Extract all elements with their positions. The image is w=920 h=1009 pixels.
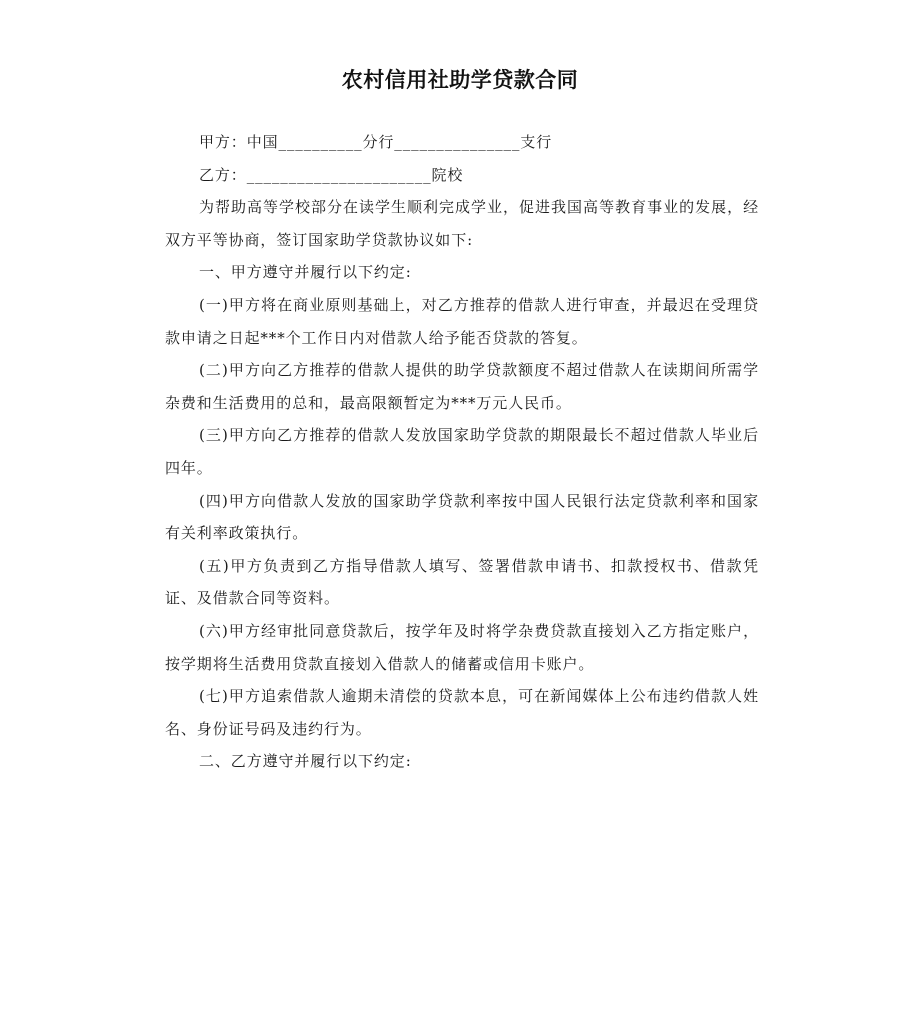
- clause-paragraph: (六)甲方经审批同意贷款后，按学年及时将学杂费贷款直接划入乙方指定账户，按学期将生活费用贷款直接划入借款人的储蓄或信用卡账户。: [165, 621, 759, 673]
- clause-paragraph: (一)甲方将在商业原则基础上，对乙方推荐的借款人进行审查，并最迟在受理贷款申请之日起***个工作日内对借款人给予能否贷款的答复。: [165, 295, 759, 347]
- party-b-line: 乙方：______________________院校: [199, 165, 464, 184]
- party-a-line: 甲方：中国__________分行_______________支行: [199, 133, 553, 151]
- section-heading-party-a: 一、甲方遵守并履行以下约定:: [199, 263, 412, 282]
- document-title: 农村信用社助学贷款合同: [341, 68, 579, 92]
- clause-paragraph: (四)甲方向借款人发放的国家助学贷款利率按中国人民银行法定贷款利率和国家有关利率政策执行。: [165, 491, 759, 543]
- clause-paragraph: (五)甲方负责到乙方指导借款人填写、签署借款申请书、扣款授权书、借款凭证、及借款合同等资料。: [165, 556, 759, 608]
- clause-paragraph: (三)甲方向乙方推荐的借款人发放国家助学贷款的期限最长不超过借款人毕业后四年。: [165, 426, 759, 477]
- section-heading-party-b: 二、乙方遵守并履行以下约定:: [199, 752, 412, 771]
- clause-paragraph: (七)甲方追索借款人逾期未清偿的贷款本息，可在新闻媒体上公布违约借款人姓名、身份证号码及违约行为。: [165, 687, 759, 738]
- preamble-paragraph: 为帮助高等学校部分在读学生顺利完成学业，促进我国高等教育事业的发展，经双方平等协商，签订国家助学贷款协议如下:: [165, 198, 759, 249]
- document-body: [165, 126, 759, 778]
- clause-paragraph: (二)甲方向乙方推荐的借款人提供的助学贷款额度不超过借款人在读期间所需学杂费和生活费用的总和，最高限额暂定为***万元人民币。: [165, 361, 759, 412]
